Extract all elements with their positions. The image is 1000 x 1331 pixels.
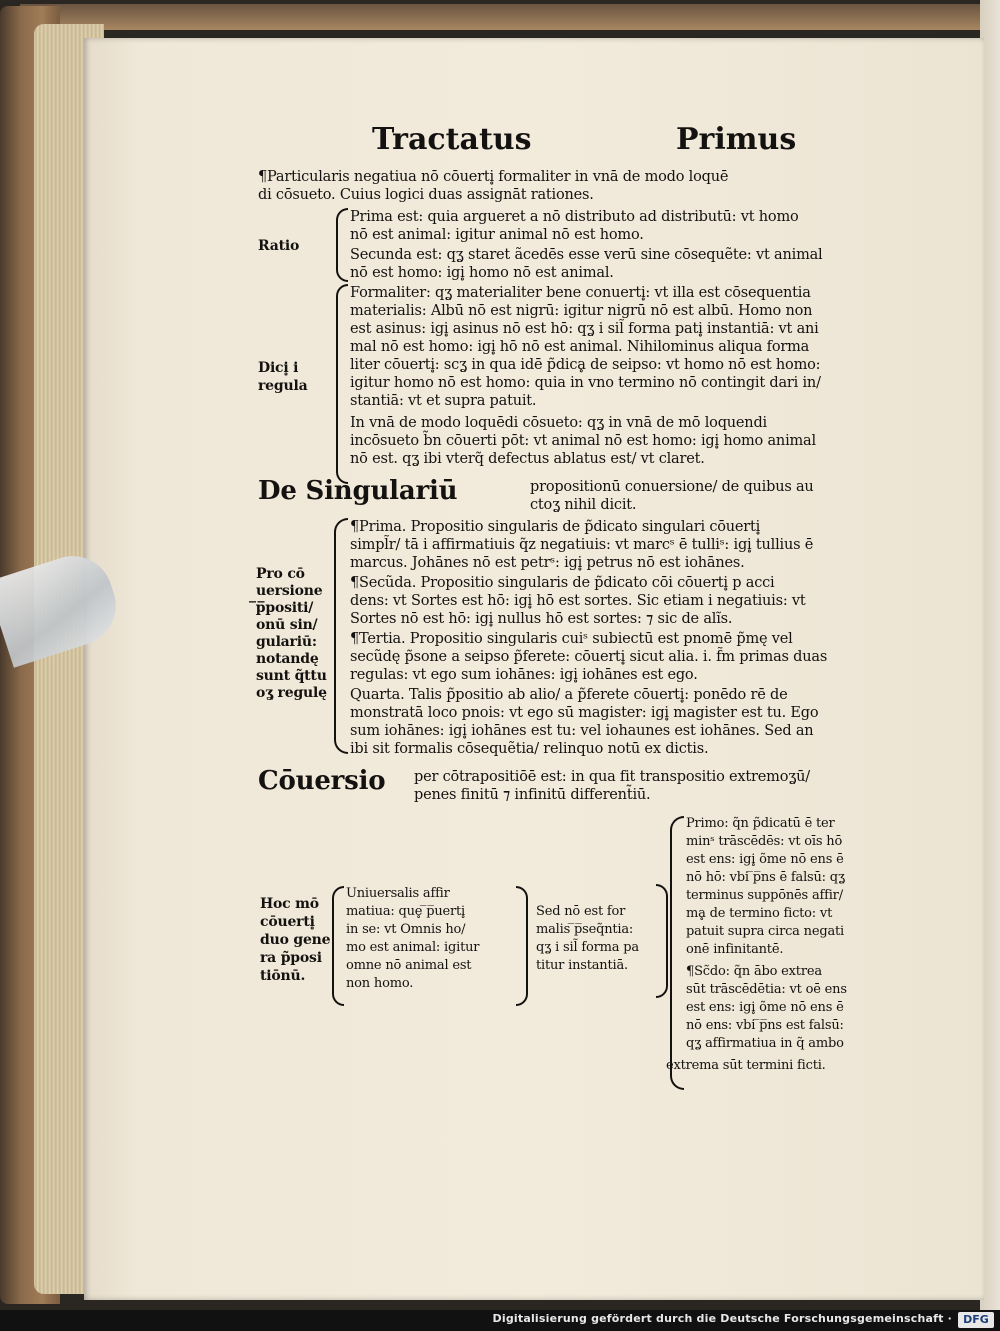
bracket — [670, 816, 684, 1090]
text-line: ¶Tertia. Propositio singularis cuiˢ subiectū est pnomē p̃mę vel — [350, 631, 793, 647]
text-line: Secunda est: qʓ staret ãcedēs esse verū sine cōsequẽte: vt animal — [350, 247, 823, 263]
margin-label: Pro cō — [256, 566, 305, 582]
text-line: est ens: igi̥ õme nō ens ē — [686, 852, 844, 867]
text-line: ctoʓ nihil dicit. — [530, 497, 637, 513]
text-line: qʓ affirmatiua in q̃ ambo — [686, 1036, 844, 1051]
bracket — [334, 518, 348, 754]
text-line: nō est. qʓ ibi vterq̃ defectus ablatus est/ vt claret. — [350, 451, 705, 467]
bracket — [336, 284, 348, 484]
text-line: igitur homo nō est homo: quia in vno termino nō contingit dari in/ — [350, 375, 821, 391]
margin-label-dicitur: Dici̥ i — [258, 360, 299, 376]
text-line: Sortes nō est hō: igi̥ nullus hō est sortes: ⁊ sic de alĩs. — [350, 611, 733, 627]
text-line: monstratā loco pnois: vt ego sū magister: igi̥ magister est tu. Ego — [350, 705, 819, 721]
text-line: stantiā: vt et supra patuit. — [350, 393, 537, 409]
book-cover-top — [20, 4, 980, 30]
text-line: mal nō est homo: igi̥ hō nō est animal. Nihilominus aliqua forma — [350, 339, 810, 355]
text-line: propositionū conuersione/ de quibus au — [530, 479, 814, 495]
margin-label: oʓ regulę — [256, 685, 327, 701]
margin-label-ratio: Ratio — [258, 238, 300, 254]
text-line: est ens: igi̥ õme nō ens ē — [686, 1000, 844, 1015]
text-line: malis ̅p̅seq̃ntia: — [536, 922, 634, 937]
text-line: Quarta. Talis p̃positio ab alio/ a p̃ferete cōuerti̥: ponēdo rē de — [350, 687, 788, 703]
section-heading: De Singulariū — [258, 476, 458, 506]
book-page — [84, 38, 984, 1300]
margin-label: Hoc mō — [260, 896, 319, 912]
text-line: in se: vt Omnis ho/ — [346, 922, 466, 937]
text-line: ¶Prima. Propositio singularis de p̃dicato singulari cōuerti̥ — [350, 519, 761, 535]
text-line: nō ens: vbi ̅p̅ns est falsū: — [686, 1018, 844, 1033]
dfg-logo-icon: DFG — [958, 1312, 994, 1328]
margin-label: duo gene — [260, 932, 331, 948]
text-line: materialis: Albū nō est nigrū: igitur nigrū nō est albū. Homo non — [350, 303, 813, 319]
text-line: titur instantiā. — [536, 958, 628, 973]
text-line: liter cōuerti̥: scʓ in qua idē p̃dicḁ de seipso: vt homo nō est homo: — [350, 357, 821, 373]
text-line: Sed nō est for — [536, 904, 626, 919]
margin-label: tiōnū. — [260, 968, 306, 984]
text-line: est asinus: igi̥ asinus nō est hō: qʓ i sil̃ forma pati̥ instantiā: vt ani — [350, 321, 819, 337]
text-line: sūt trāscēdētia: vt oē ens — [686, 982, 847, 997]
text-line: dens: vt Sortes est hō: igi̥ hō est sortes. Sic etiam i negatiuis: vt — [350, 593, 806, 609]
bracket — [332, 886, 344, 1006]
bracket — [516, 886, 528, 1006]
text-line: di cōsueto. Cuius logici duas assignāt rationes. — [258, 187, 594, 203]
bracket — [336, 208, 348, 282]
text-line: matiua: que̥ ̅p̅uerti̥ — [346, 904, 465, 919]
text-line: onē infinitantē. — [686, 942, 784, 957]
text-line: nō hō: vbi ̅p̅ns ē falsū: qʓ — [686, 870, 846, 885]
margin-label: onū sin/ — [256, 617, 318, 633]
text-line: incōsueto b̃n cōuerti pōt: vt animal nō est homo: igi̥ homo animal — [350, 433, 816, 449]
text-line: penes finitū ⁊ infinitū different̃iū. — [414, 787, 651, 803]
text-line: patuit supra circa negati — [686, 924, 844, 939]
text-line: nō est animal: igitur animal nō est homo. — [350, 227, 644, 243]
footer-bar — [0, 1310, 1000, 1331]
text-line: mḁ de termino ficto: vt — [686, 906, 833, 921]
text-line: minˢ trāscēdēs: vt oīs hō — [686, 834, 843, 849]
margin-label: ra p̃posi — [260, 950, 322, 966]
text-line: sum iohānes: igi̥ iohānes est tu: vel iohaunes est iohānes. Sed an — [350, 723, 814, 739]
text-line: per cōtrapositiōē est: in qua fit transpositio extremoʓū/ — [414, 769, 810, 785]
text-line: In vnā de modo loquēdi cōsueto: qʓ in vnā de mō loquendi — [350, 415, 767, 431]
margin-label: notandę — [256, 651, 319, 667]
text-line: Formaliter: qʓ materialiter bene conuerti̥: vt illa est cōsequentia — [350, 285, 811, 301]
text-line: secũdę p̃sone a seipso p̃ferete: cōuerti̥ sicut alia. i. f̃m primas duas — [350, 649, 828, 665]
text-line: non homo. — [346, 976, 414, 991]
text-line: simpl̃r/ tā i affirmatiuis q̃z negatiuis: vt marcˢ ē tulliˢ: igi̥ tullius ē — [350, 537, 814, 553]
text-line: Prima est: quia argueret a nō distributo ad distributū: vt homo — [350, 209, 799, 225]
text-line: nō est homo: igi̥ homo nō est animal. — [350, 265, 614, 281]
text-line: ¶Particularis negatiua nō cōuerti̥ formaliter in vnā de modo loquē — [258, 169, 729, 185]
margin-label: sunt q̃ttu — [256, 668, 327, 684]
margin-label: gulariū: — [256, 634, 317, 650]
margin-label-dicitur: regula — [258, 378, 308, 394]
text-line: ¶Secũda. Propositio singularis de p̃dicato cōi cōuerti̥ p acci — [350, 575, 775, 591]
footer-credit: Digitalisierung gefördert durch die Deutsche Forschungsgemeinschaft · — [492, 1312, 952, 1325]
margin-label: uersione — [256, 583, 323, 599]
text-line: extrema sūt termini ficti. — [666, 1058, 826, 1073]
text-line: qʓ i sil̃ forma pa — [536, 940, 639, 955]
text-line: Primo: q̃n p̃dicatū ē ter — [686, 816, 835, 831]
text-line: Uniuersalis affir — [346, 886, 450, 901]
text-line: regulas: vt ego sum iohānes: igi̥ iohānes est ego. — [350, 667, 698, 683]
section-heading: Cōuersio — [258, 766, 386, 796]
text-line: omne nō animal est — [346, 958, 472, 973]
bracket — [656, 884, 668, 998]
text-line: ibi sit formalis cōsequẽtia/ relinquo notū ex dictis. — [350, 741, 709, 757]
text-line: mo est animal: igitur — [346, 940, 480, 955]
margin-label: ̅p̅positi/ — [256, 600, 314, 616]
text-line: terminus suppōnēs affir/ — [686, 888, 843, 903]
running-head-right: Primus — [676, 122, 797, 157]
running-head-left: Tractatus — [372, 122, 532, 157]
text-line: marcus. Johānes nō est petrˢ: igi̥ petrus nō est iohānes. — [350, 555, 745, 571]
text-line: ¶Sc̃do: q̃n ābo extrea — [686, 964, 822, 979]
margin-label: cōuerti̥ — [260, 914, 315, 930]
